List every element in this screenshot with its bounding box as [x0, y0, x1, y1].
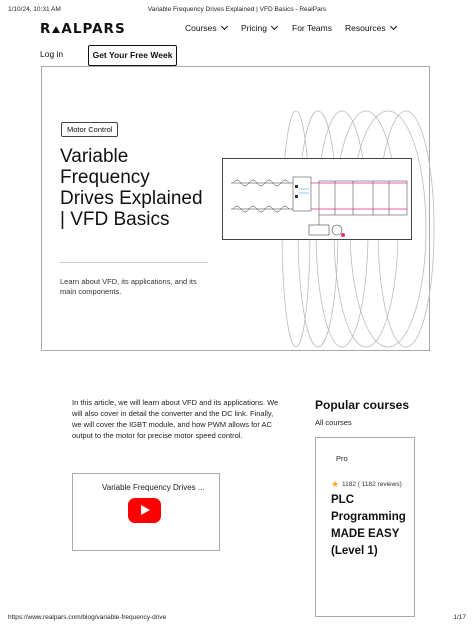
hero-divider	[60, 262, 208, 263]
nav-item-label: Pricing	[241, 23, 267, 33]
nav-item-resources[interactable]	[345, 23, 396, 33]
category-badge[interactable]: Motor Control	[61, 122, 118, 137]
logo-mark-icon	[52, 26, 60, 33]
page-title: Variable Frequency Drives Explained | VFD Basics	[60, 146, 203, 230]
vfd-circuit-diagram	[222, 158, 412, 240]
nav-item-pricing[interactable]	[241, 23, 277, 33]
all-courses-filter[interactable]: All courses	[315, 418, 352, 427]
print-url: https://www.realpars.com/blog/variable-frequency-drive	[8, 614, 167, 621]
youtube-play-icon[interactable]	[128, 498, 161, 523]
print-datetime: 1/10/24, 10:31 AM	[8, 6, 61, 13]
vfd-diagram-svg	[223, 159, 411, 239]
chevron-down-icon	[221, 23, 228, 30]
nav-item-label: Courses	[185, 23, 217, 33]
course-tier-label: Pro	[336, 454, 348, 463]
realpars-logo[interactable]: R ALPARS	[40, 21, 126, 37]
print-header	[8, 6, 466, 18]
video-title[interactable]: Variable Frequency Drives ...	[102, 483, 205, 492]
star-icon: ★	[331, 479, 340, 489]
nav-item-courses[interactable]	[185, 23, 227, 33]
hero-description: Learn about VFD, its applications, and its main components.	[60, 277, 197, 296]
chevron-down-icon	[271, 23, 278, 30]
login-link[interactable]: Log in	[40, 49, 64, 59]
navbar	[0, 18, 474, 46]
popular-courses-heading: Popular courses	[315, 398, 410, 412]
print-page-number: 1/17	[453, 614, 466, 621]
nav-item-label: For Teams	[292, 23, 332, 33]
print-footer	[8, 614, 466, 626]
course-rating: 1182 ( 1182 reviews)	[342, 481, 402, 488]
free-week-button[interactable]: Get Your Free Week	[88, 45, 177, 66]
nav-item-for-teams[interactable]	[292, 23, 332, 33]
chevron-down-icon	[390, 23, 397, 30]
print-page-title: Variable Frequency Drives Explained | VFD Basics - RealPars	[147, 6, 327, 13]
course-name[interactable]: PLC Programming MADE EASY (Level 1)	[331, 494, 406, 557]
nav-item-label: Resources	[345, 23, 386, 33]
article-intro: In this article, we will learn about VFD and its applications. We will also cover in detail the converter and the DC link. Finally, we will cover the IGBT module, and how PWM allows for AC output to the motor for precise motor speed control.	[72, 398, 279, 440]
